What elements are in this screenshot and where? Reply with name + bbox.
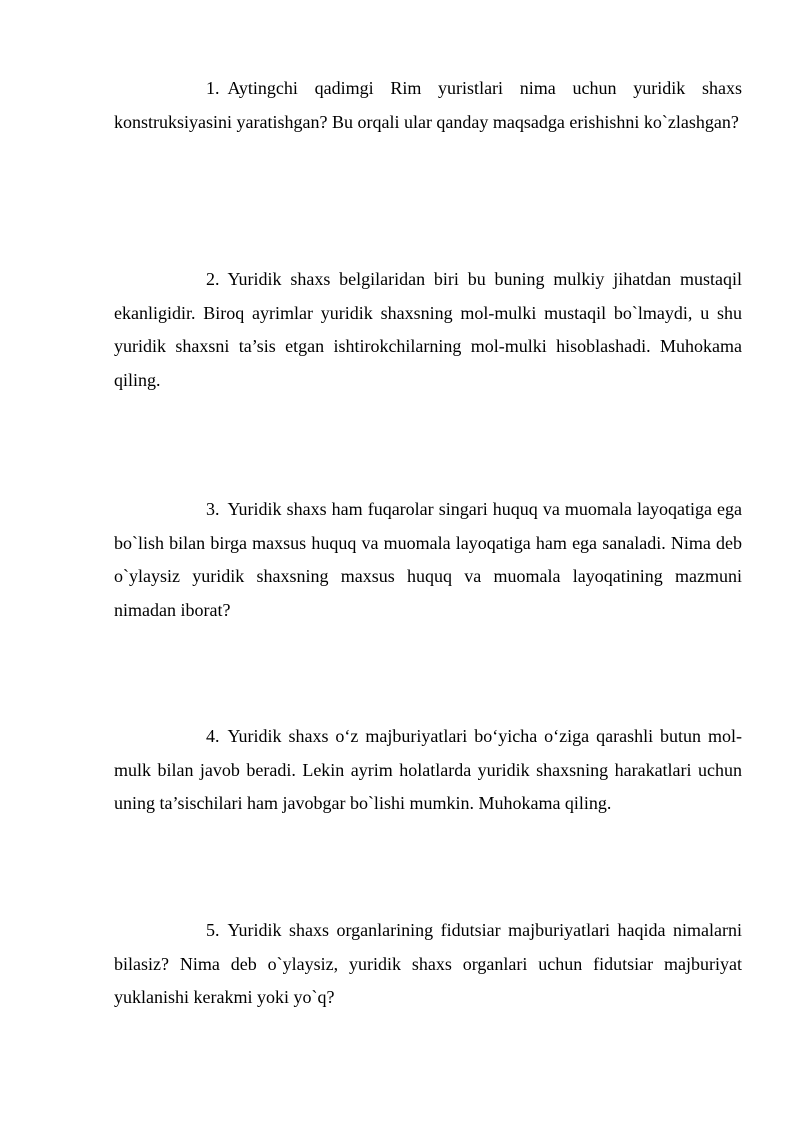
question-5	[114, 914, 742, 1015]
question-text: Yuridik shaxs o‘z majburiyatlari bo‘yicha o‘ziga qarashli butun mol-mulk bilan javob beradi. Lekin ayrim holatlarda yuridik shaxsning harakatlari uchun uning ta’sischilari ham javobgar bo`lishi mumkin. Muhokama qiling.	[114, 726, 742, 813]
question-text: Aytingchi qadimgi Rim yuristlari nima uchun yuridik shaxs konstruksiyasini yaratishgan? Bu orqali ular qanday maqsadga erishishni ko`zlashgan?	[114, 78, 742, 132]
question-3	[114, 493, 742, 627]
question-number: 2.	[206, 269, 220, 289]
question-text: Yuridik shaxs organlarining fidutsiar majburiyatlari haqida nimalarni bilasiz? Nima deb o`ylaysiz, yuridik shaxs organlari uchun fidutsiar majburiyat yuklanishi kerakmi yoki yo`q?	[114, 920, 742, 1007]
question-text: Yuridik shaxs ham fuqarolar singari huquq va muomala layoqatiga ega bo`lish bilan birga maxsus huquq va muomala layoqatiga ham ega sanaladi. Nima deb o`ylaysiz yuridik shaxsning maxsus huquq va muomala layoqatining mazmuni nimadan iborat?	[114, 499, 742, 620]
question-number: 1.	[206, 78, 220, 98]
question-number: 4.	[206, 726, 220, 746]
question-number: 3.	[206, 499, 220, 519]
question-4	[114, 720, 742, 821]
question-2	[114, 263, 742, 397]
question-1	[114, 72, 742, 139]
question-text: Yuridik shaxs belgilaridan biri bu buning mulkiy jihatdan mustaqil ekanligidir. Biroq ayrimlar yuridik shaxsning mol-mulki mustaqil bo`lmaydi, u shu yuridik shaxsni ta’sis etgan ishtirokchilarning mol-mulki hisoblashadi. Muhokama qiling.	[114, 269, 742, 390]
question-number: 5.	[206, 920, 220, 940]
